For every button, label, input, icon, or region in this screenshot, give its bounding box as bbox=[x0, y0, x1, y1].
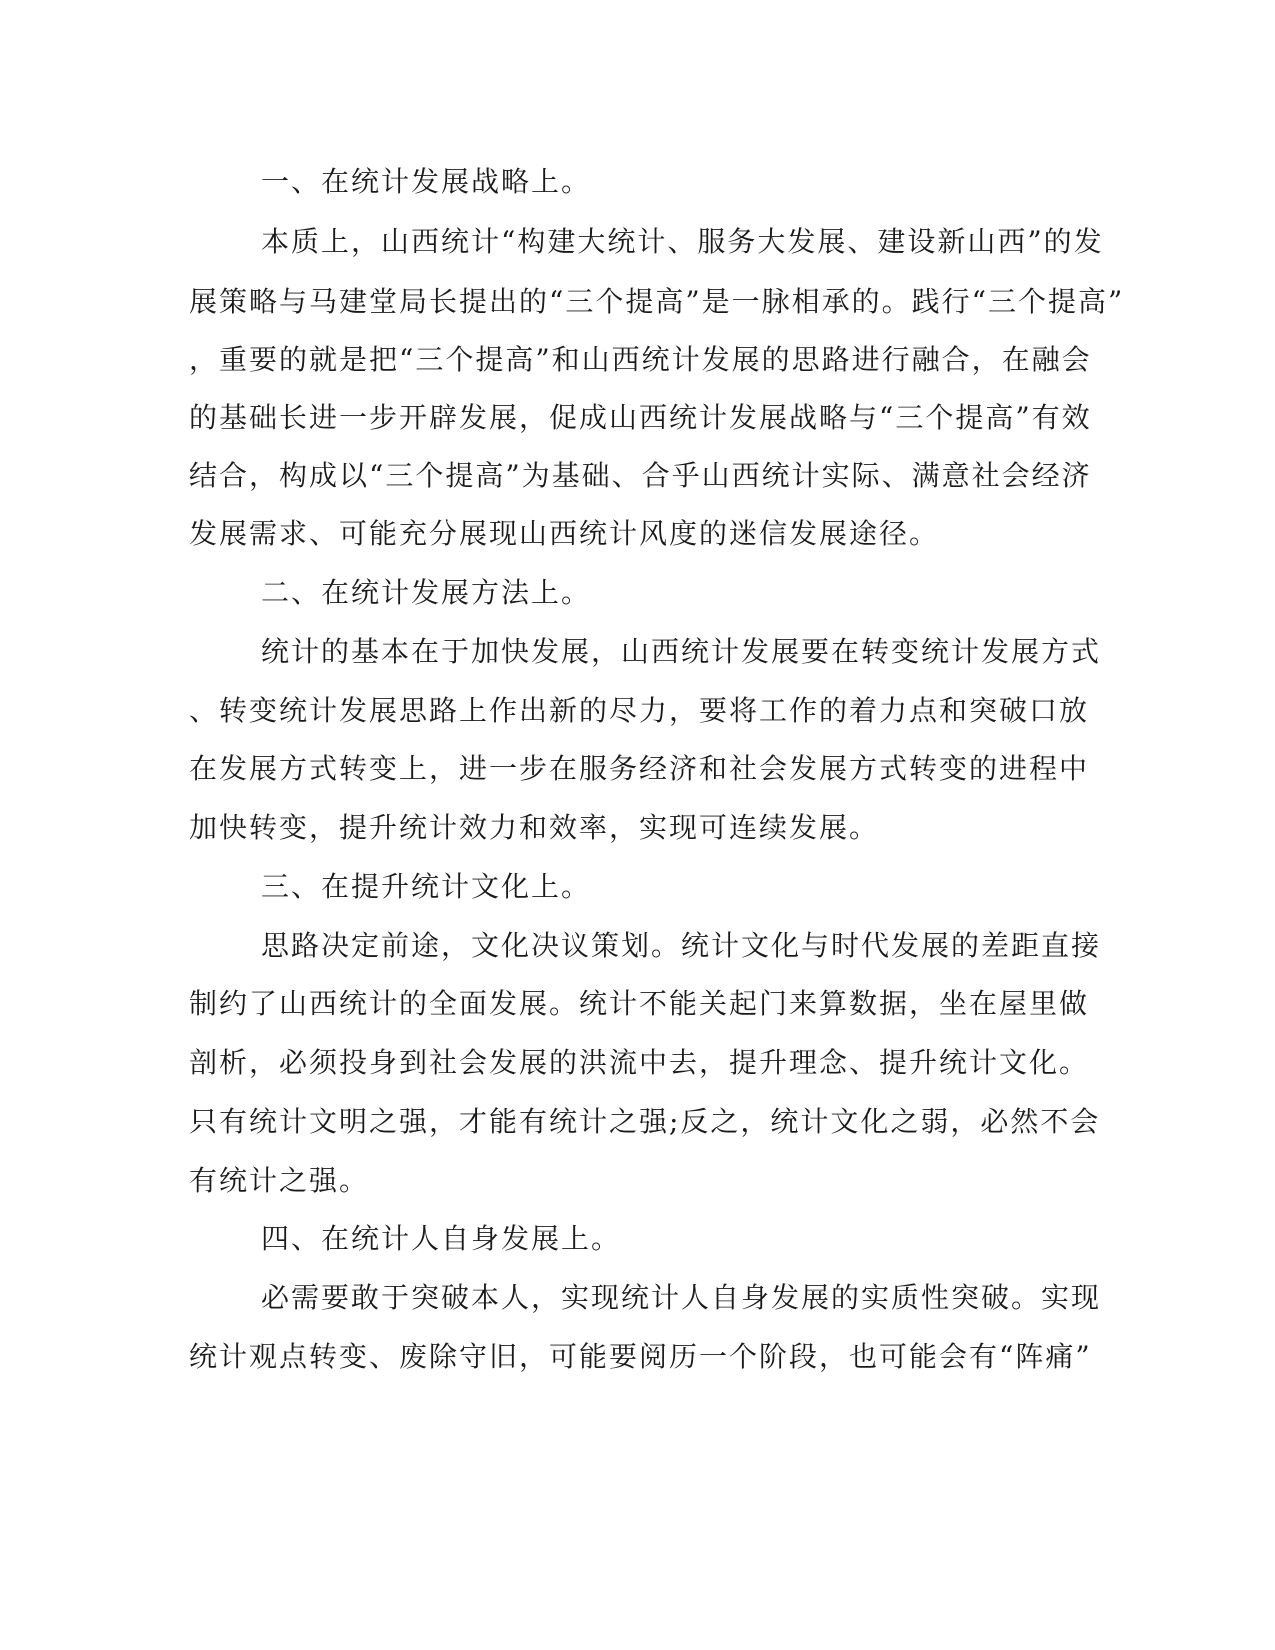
paragraph-line: 发展需求、可能充分展现山西统计风度的迷信发展途径。 bbox=[189, 517, 940, 550]
paragraph-line: 展策略与马建堂局长提出的“三个提高”是一脉相承的。践行“三个提高” bbox=[189, 285, 1125, 318]
heading-strategy: 一、在统计发展战略上。 bbox=[261, 165, 592, 198]
paragraph-line: 制约了山西统计的全面发展。统计不能关起门来算数据，坐在屋里做 bbox=[189, 987, 1090, 1020]
heading-culture: 三、在提升统计文化上。 bbox=[261, 870, 592, 903]
paragraph-line: 必需要敢于突破本人，实现统计人自身发展的实质性突破。实现 bbox=[261, 1281, 1102, 1314]
heading-self-development: 四、在统计人自身发展上。 bbox=[261, 1222, 622, 1255]
paragraph-line: 统计的基本在于加快发展，山西统计发展要在转变统计发展方式 bbox=[261, 635, 1102, 668]
paragraph-line: 思路决定前途，文化决议策划。统计文化与时代发展的差距直接 bbox=[261, 929, 1102, 962]
heading-method: 二、在统计发展方法上。 bbox=[261, 576, 592, 609]
paragraph-line: 剖析，必须投身到社会发展的洪流中去，提升理念、提升统计文化。 bbox=[189, 1046, 1090, 1079]
paragraph-line: 、转变统计发展思路上作出新的尽力，要将工作的着力点和突破口放 bbox=[189, 694, 1090, 727]
paragraph-line: 的基础长进一步开辟发展，促成山西统计发展战略与“三个提高”有效 bbox=[189, 401, 1092, 434]
paragraph-line: 加快转变，提升统计效力和效率，实现可连续发展。 bbox=[189, 811, 880, 844]
paragraph-line: 只有统计文明之强，才能有统计之强;反之，统计文化之弱，必然不会 bbox=[189, 1105, 1101, 1138]
paragraph-line: 有统计之强。 bbox=[189, 1164, 370, 1197]
paragraph-line: 本质上，山西统计“构建大统计、服务大发展、建设新山西”的发 bbox=[261, 225, 1104, 258]
paragraph-line: ，重要的就是把“三个提高”和山西统计发展的思路进行融合，在融会 bbox=[189, 343, 1092, 376]
paragraph-line: 统计观点转变、废除守旧，可能要阅历一个阶段，也可能会有“阵痛” bbox=[189, 1340, 1092, 1373]
paragraph-line: 结合，构成以“三个提高”为基础、合乎山西统计实际、满意社会经济 bbox=[189, 459, 1092, 492]
paragraph-line: 在发展方式转变上，进一步在服务经济和社会发展方式转变的进程中 bbox=[189, 752, 1090, 785]
